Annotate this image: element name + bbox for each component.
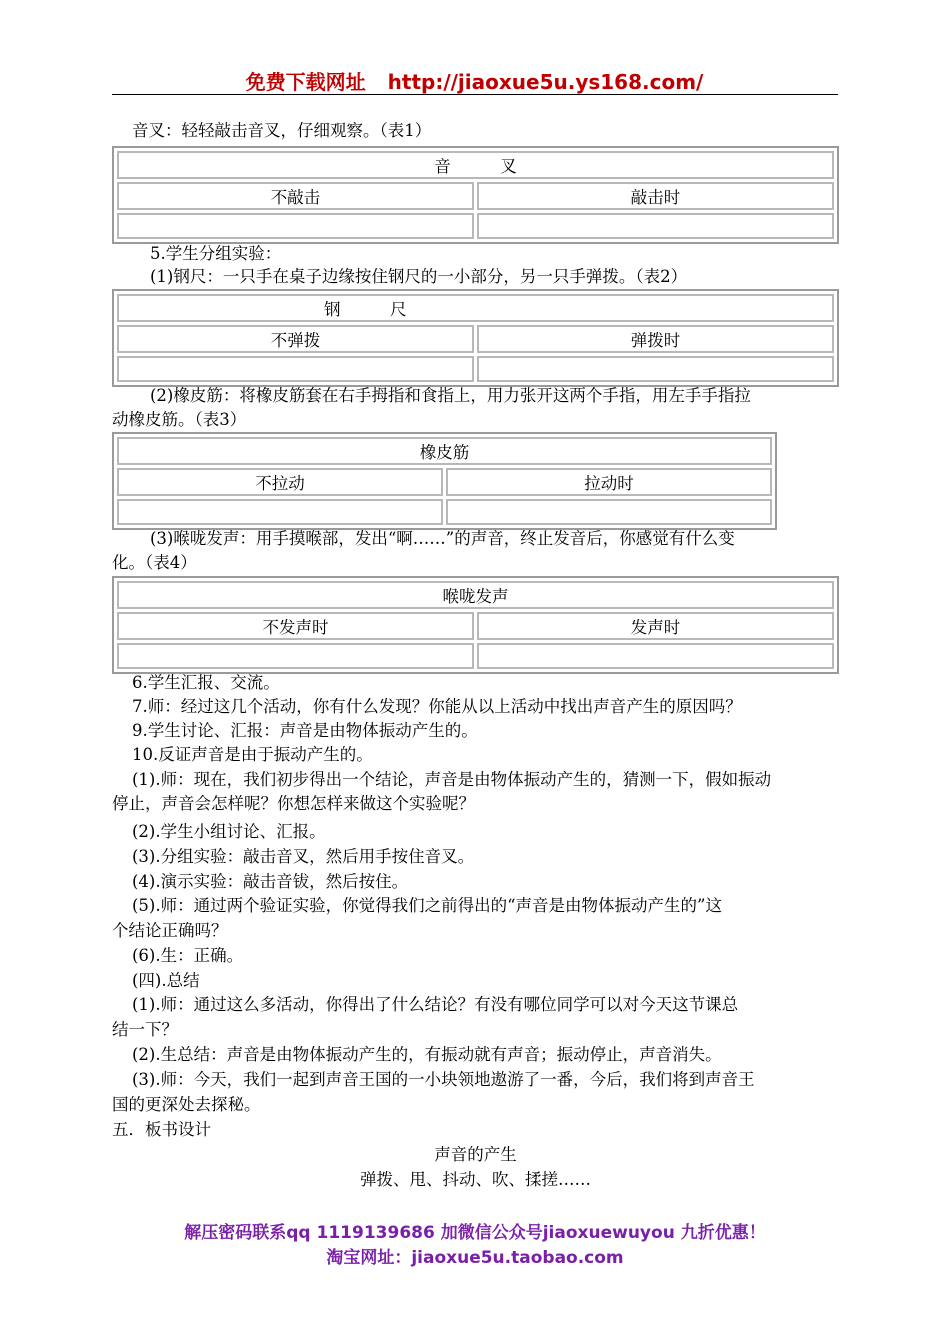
table-cell xyxy=(477,356,834,382)
table-header-cell: 不拉动 xyxy=(117,468,443,496)
table-header-cell: 不弹拨 xyxy=(117,325,474,353)
list-item: 结一下？ xyxy=(112,1020,178,1039)
list-item: (1).师：现在，我们初步得出一个结论，声音是由物体振动产生的，猜测一下，假如振动 xyxy=(132,770,772,789)
paragraph-ruler: (1)钢尺：一只手在桌子边缘按住钢尺的一小部分，另一只手弹拨。（表2） xyxy=(150,267,688,286)
header-rule xyxy=(112,94,838,95)
list-item: (2).生总结：声音是由物体振动产生的，有振动就有声音；振动停止，声音消失。 xyxy=(132,1045,722,1064)
list-item: (3).师：今天，我们一起到声音王国的一小块领地遨游了一番，今后，我们将到声音王 xyxy=(132,1070,755,1089)
table-cell xyxy=(117,643,474,669)
table-cell xyxy=(117,499,443,525)
table-header-cell: 弹拨时 xyxy=(477,325,834,353)
header-url[interactable]: http://jiaoxue5u.ys168.com/ xyxy=(387,70,704,94)
list-item: 国的更深处去探秘。 xyxy=(112,1095,261,1114)
table-header-cell: 敲击时 xyxy=(477,182,834,210)
list-item: (2).学生小组讨论、汇报。 xyxy=(132,822,326,841)
paragraph-tuning-fork: 音叉：轻轻敲击音叉，仔细观察。（表1） xyxy=(132,121,432,140)
table-header-cell: 发声时 xyxy=(477,612,834,640)
list-item: 7.师：经过这几个活动，你有什么发现？你能从以上活动中找出声音产生的原因吗？ xyxy=(132,697,742,716)
section-heading: 五．板书设计 xyxy=(112,1120,211,1139)
footer-line-2[interactable]: 淘宝网址：jiaoxue5u.taobao.com xyxy=(326,1248,624,1268)
table-cell xyxy=(477,643,834,669)
header-title: 免费下载网址 xyxy=(245,70,366,94)
paragraph-rubber-band: (2)橡皮筋：将橡皮筋套在右手拇指和食指上，用力张开这两个手指，用左手手指拉 xyxy=(150,386,751,405)
table-cell xyxy=(117,213,474,239)
table-cell xyxy=(446,499,772,525)
paragraph-throat-cont: 化。（表4） xyxy=(112,553,197,572)
table-title: 橡皮筋 xyxy=(117,437,772,465)
table-tuning-fork xyxy=(112,146,839,244)
board-content: 弹拨、甩、抖动、吹、揉搓…… xyxy=(360,1170,591,1189)
footer-line-1: 解压密码联系qq 1119139686 加微信公众号jiaoxuewuyou 九折优惠！ xyxy=(184,1223,766,1243)
table-header-cell: 不敲击 xyxy=(117,182,474,210)
paragraph-rubber-band-cont: 动橡皮筋。（表3） xyxy=(112,410,247,429)
table-rubber-band xyxy=(112,432,777,530)
list-item: (6).生：正确。 xyxy=(132,946,244,965)
list-item: 个结论正确吗？ xyxy=(112,921,228,940)
table-header-cell: 不发声时 xyxy=(117,612,474,640)
list-item: 10.反证声音是由于振动产生的。 xyxy=(132,745,373,764)
table-title: 钢 尺 xyxy=(117,294,834,322)
paragraph-step5: 5.学生分组实验： xyxy=(150,244,282,263)
table-header-cell: 拉动时 xyxy=(446,468,772,496)
list-item: (1).师：通过这么多活动，你得出了什么结论？有没有哪位同学可以对今天这节课总 xyxy=(132,995,739,1014)
table-cell xyxy=(117,356,474,382)
table-title: 喉咙发声 xyxy=(117,581,834,609)
list-item: (5).师：通过两个验证实验，你觉得我们之前得出的“声音是由物体振动产生的”这 xyxy=(132,896,722,915)
list-item: (4).演示实验：敲击音钹，然后按住。 xyxy=(132,872,409,891)
table-title: 音 叉 xyxy=(117,151,834,179)
paragraph-throat: (3)喉咙发声：用手摸喉部，发出“啊……”的声音，终止发音后，你感觉有什么变 xyxy=(150,529,735,548)
board-title: 声音的产生 xyxy=(434,1145,517,1164)
list-item: 9.学生讨论、汇报：声音是由物体振动产生的。 xyxy=(132,721,478,740)
table-ruler xyxy=(112,289,839,387)
list-item: (四).总结 xyxy=(132,971,200,990)
table-throat xyxy=(112,576,839,674)
list-item: 停止，声音会怎样呢？你想怎样来做这个实验呢？ xyxy=(112,794,475,813)
table-cell xyxy=(477,213,834,239)
list-item: (3).分组实验：敲击音叉，然后用手按住音叉。 xyxy=(132,847,475,866)
list-item: 6.学生汇报、交流。 xyxy=(132,673,280,692)
page-header xyxy=(112,66,837,94)
